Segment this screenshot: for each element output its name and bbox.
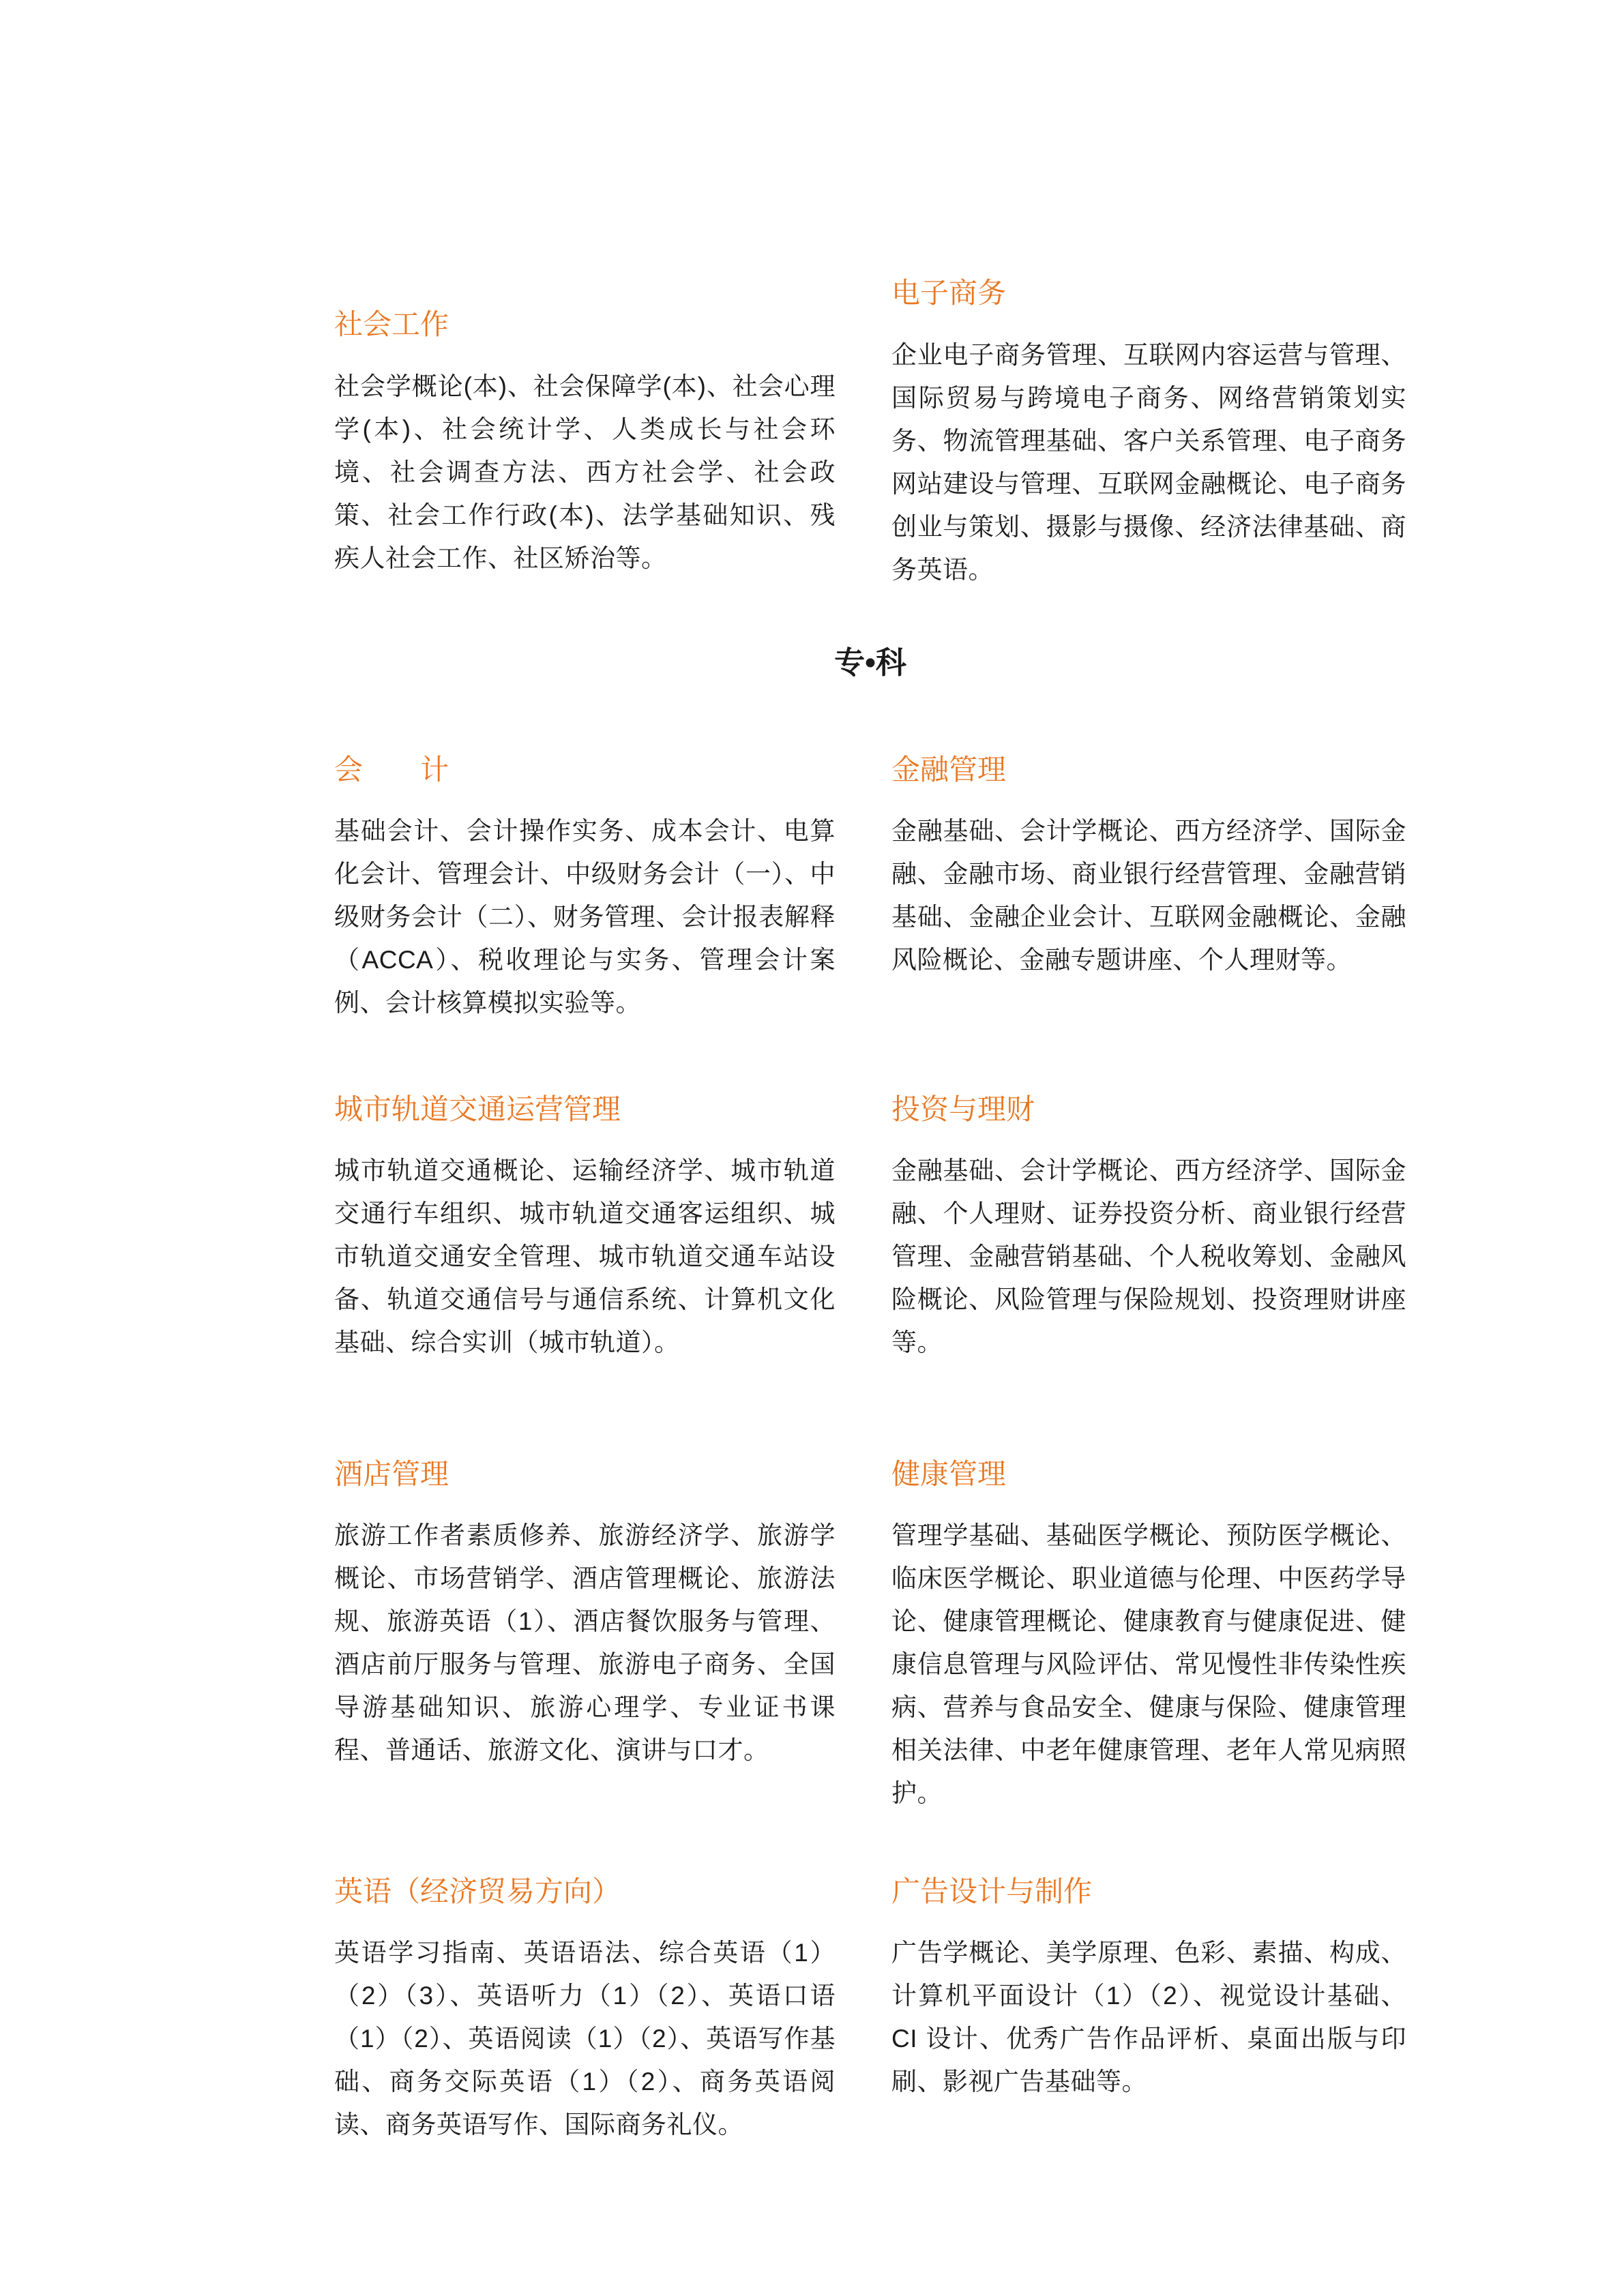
section-courses-hotel-management: 旅游工作者素质修养、旅游经济学、旅游学概论、市场营销学、酒店管理概论、旅游法规、旅游英语（1）、酒店餐饮服务与管理、酒店前厅服务与管理、旅游电子商务、全国导游基础知识、旅游心理学、专业证书课程、普通话、旅游文化、演讲与口才。	[334, 1521, 836, 1764]
section-courses-urban-rail-transit: 城市轨道交通概论、运输经济学、城市轨道交通行车组织、城市轨道交通客运组织、城市轨道交通安全管理、城市轨道交通车站设备、轨道交通信号与通信系统、计算机文化基础、综合实训（城市轨道）。	[334, 1157, 836, 1356]
section-courses-accounting: 基础会计、会计操作实务、成本会计、电算化会计、管理会计、中级财务会计（一）、中级财务会计（二）、财务管理、会计报表解释（ACCA）、税收理论与实务、管理会计案例、会计核算模拟实验等。	[334, 817, 836, 1017]
section-courses-health-management: 管理学基础、基础医学概论、预防医学概论、临床医学概论、职业道德与伦理、中医药学导论、健康管理概论、健康教育与健康促进、健康信息管理与风险评估、常见慢性非传染性疾病、营养与食品安全、健康与保险、健康管理相关法律、中老年健康管理、老年人常见病照护。	[891, 1521, 1406, 1807]
section-title-ecommerce: 电子商务	[891, 277, 1007, 309]
section-title-advertising-design: 广告设计与制作	[891, 1875, 1093, 1907]
section-title-english-trade: 英语（经济贸易方向）	[334, 1875, 621, 1907]
degree-level-divider: 专•科	[834, 645, 906, 680]
section-title-health-management: 健康管理	[891, 1458, 1007, 1490]
section-courses-social-work: 社会学概论(本)、社会保障学(本)、社会心理学(本)、社会统计学、人类成长与社会环境、社会调查方法、西方社会学、社会政策、社会工作行政(本)、法学基础知识、残疾人社会工作、社区矫治等。	[334, 372, 836, 572]
section-title-investment-finance: 投资与理财	[891, 1093, 1035, 1125]
section-courses-advertising-design: 广告学概论、美学原理、色彩、素描、构成、计算机平面设计（1）（2）、视觉设计基础、CI 设计、优秀广告作品评析、桌面出版与印刷、影视广告基础等。	[891, 1939, 1406, 2096]
section-title-hotel-management: 酒店管理	[334, 1458, 449, 1490]
section-courses-ecommerce: 企业电子商务管理、互联网内容运营与管理、国际贸易与跨境电子商务、网络营销策划实务、物流管理基础、客户关系管理、电子商务网站建设与管理、互联网金融概论、电子商务创业与策划、摄影与摄像、经济法律基础、商务英语。	[891, 341, 1406, 584]
section-courses-english-trade: 英语学习指南、英语语法、综合英语（1）（2）（3）、英语听力（1）（2）、英语口语（1）（2）、英语阅读（1）（2）、英语写作基础、商务交际英语（1）（2）、商务英语阅读、商务英语写作、国际商务礼仪。	[334, 1939, 836, 2138]
section-title-accounting: 会 计	[334, 754, 449, 786]
section-courses-financial-management: 金融基础、会计学概论、西方经济学、国际金融、金融市场、商业银行经营管理、金融营销基础、金融企业会计、互联网金融概论、金融风险概论、金融专题讲座、个人理财等。	[891, 817, 1406, 974]
section-courses-investment-finance: 金融基础、会计学概论、西方经济学、国际金融、个人理财、证券投资分析、商业银行经营管理、金融营销基础、个人税收筹划、金融风险概论、风险管理与保险规划、投资理财讲座等。	[891, 1157, 1406, 1356]
section-title-social-work: 社会工作	[334, 308, 449, 340]
section-title-financial-management: 金融管理	[891, 754, 1007, 786]
section-title-urban-rail-transit: 城市轨道交通运营管理	[334, 1093, 621, 1125]
